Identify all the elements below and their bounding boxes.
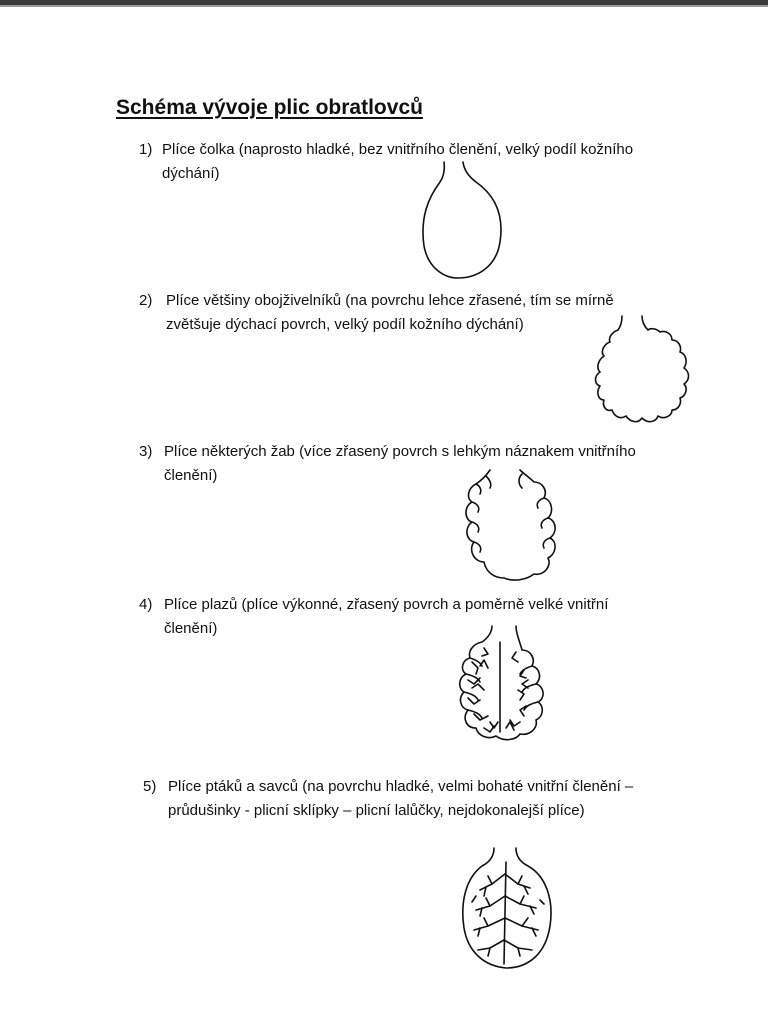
item-text-line1: Plíce některých žab (více zřasený povrch s lehkým náznakem vnitřního [164, 443, 636, 460]
amphibian-lung-illustration [590, 312, 700, 430]
item-text-line1: Plíce většiny obojživelníků (na povrchu lehce zřasené, tím se mírně [166, 292, 614, 309]
item-3 [139, 440, 699, 490]
bird-mammal-lung-illustration [458, 844, 556, 974]
item-text-line1: Plíce čolka (naprosto hladké, bez vnitřního členění, velký podíl kožního [162, 141, 634, 158]
item-number: 3) [139, 443, 153, 460]
item-number: 2) [139, 292, 153, 309]
item-text-line2: členění) [164, 467, 218, 484]
scan-edge-shadow [0, 5, 768, 7]
frog-lung-illustration [460, 466, 564, 584]
item-number: 4) [139, 596, 153, 613]
item-text-line1: Plíce plazů (plíce výkonné, zřasený povrch a poměrně velké vnitřní [164, 596, 609, 613]
reptile-lung-illustration [454, 622, 548, 746]
newt-lung-illustration [416, 160, 508, 282]
item-number: 1) [139, 141, 153, 158]
item-text-line2: dýchání) [162, 165, 220, 182]
item-text-line2: členění) [164, 620, 218, 637]
item-4 [139, 593, 699, 643]
page-title: Schéma vývoje plic obratlovců [116, 96, 423, 119]
item-5 [143, 775, 703, 825]
item-number: 5) [143, 778, 157, 795]
item-text-line2: průdušinky - plicní sklípky – plicní lalůčky, nejdokonalejší plíce) [168, 802, 585, 819]
item-text-line2: zvětšuje dýchací povrch, velký podíl kožního dýchání) [166, 316, 524, 333]
item-text-line1: Plíce ptáků a savců (na povrchu hladké, velmi bohaté vnitřní členění – [168, 778, 634, 795]
